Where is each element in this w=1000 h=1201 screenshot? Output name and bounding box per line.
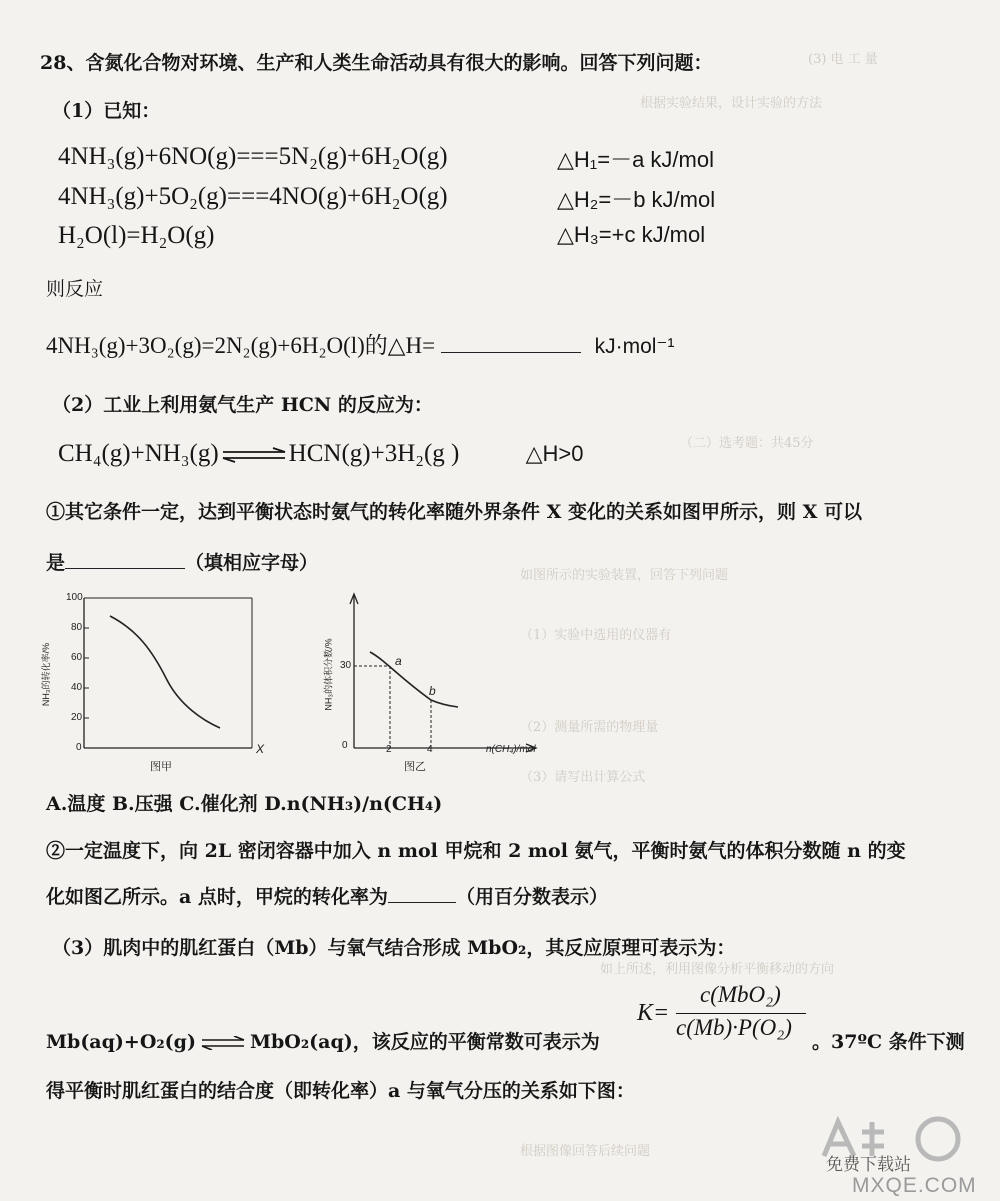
bleed-text: 如图所示的实验装置，回答下列问题 bbox=[520, 568, 729, 583]
target-equation bbox=[46, 327, 675, 360]
fig-jia-curve bbox=[110, 616, 220, 728]
q2-1-line1: ①其它条件一定，达到平衡状态时氨气的转化率随外界条件 X 变化的关系如图甲所示，则 X 可以 bbox=[46, 501, 862, 523]
enthalpy-1: △H₁=－a kJ/mol bbox=[557, 147, 714, 172]
part3-condition: 。37ºC 条件下测 bbox=[812, 1031, 965, 1053]
part3-line1: （3）肌肉中的肌红蛋白（Mb）与氧气结合形成 MbO₂，其反应原理可表示为： bbox=[52, 937, 736, 959]
answer-blank-x[interactable] bbox=[65, 548, 185, 569]
fig-yi-point-a: a bbox=[395, 654, 402, 668]
q2-2-text: 化如图乙所示。a 点时，甲烷的转化率为 bbox=[46, 886, 388, 908]
fig-jia-caption: 图甲 bbox=[150, 761, 172, 773]
hcn-eq-left: CH₄(g)+NH₃(g) bbox=[58, 440, 219, 467]
q2-2-hint: （用百分数表示） bbox=[455, 886, 608, 908]
bleed-text: 如上所述，利用图像分析平衡移动的方向 bbox=[600, 962, 835, 977]
fig-yi-curve bbox=[370, 652, 458, 707]
equation-3: H₂O(l)=H₂O(g) bbox=[58, 222, 215, 249]
equation-2: 4NH₃(g)+5O₂(g)===4NO(g)+6H₂O(g) bbox=[58, 183, 448, 210]
fig-jia-ytick-60: 60 bbox=[71, 652, 83, 663]
q2-2-line1: ②一定温度下，向 2L 密闭容器中加入 n mol 甲烷和 2 mol 氨气，平衡时氨气的体积分数随 n 的变 bbox=[46, 840, 906, 862]
fig-jia-ytick-20: 20 bbox=[71, 712, 83, 723]
equilibrium-arrow-icon bbox=[200, 1036, 246, 1050]
question-title: 28、含氮化合物对环境、生产和人类生命活动具有很大的影响。回答下列问题： bbox=[40, 52, 713, 74]
answer-blank-conversion[interactable] bbox=[388, 882, 456, 903]
hcn-equation bbox=[58, 440, 584, 468]
fig-jia-ylabel: NH₃的转化率/% bbox=[41, 642, 52, 707]
answer-blank-dh[interactable] bbox=[441, 332, 581, 353]
q2-1-line2 bbox=[46, 548, 318, 575]
q2-1-hint: （填相应字母） bbox=[185, 552, 319, 574]
bleed-text: 根据实验结果，设计实验的方法 bbox=[640, 96, 823, 111]
answer-options: A.温度 B.压强 C.催化剂 D.n(NH₃)/n(CH₄) bbox=[46, 793, 443, 815]
part1-label: （1）已知： bbox=[52, 100, 161, 122]
bleed-text: 根据图像回答后续问题 bbox=[520, 1144, 651, 1159]
equilibrium-arrow-icon bbox=[221, 447, 287, 463]
watermark-text: 免费下载站 bbox=[826, 1155, 911, 1174]
enthalpy-2: △H₂=－b kJ/mol bbox=[557, 187, 716, 212]
enthalpy-3: △H₃=+c kJ/mol bbox=[557, 222, 706, 247]
part3-line3: 得平衡时肌红蛋白的结合度（即转化率）a 与氧气分压的关系如下图： bbox=[46, 1080, 635, 1102]
k-label: K= bbox=[637, 1000, 670, 1026]
fig-yi-xtick-4: 4 bbox=[427, 744, 433, 755]
fig-yi-xtick-2: 2 bbox=[386, 744, 392, 755]
watermark-site: MXQE.COM bbox=[852, 1174, 977, 1197]
k-fraction-bar bbox=[676, 1013, 806, 1014]
part2-label: （2）工业上利用氨气生产 HCN 的反应为： bbox=[52, 394, 433, 416]
mb-eq-left: Mb(aq)+O₂(g) bbox=[46, 1031, 196, 1053]
fig-yi-xtick-0: 0 bbox=[342, 740, 348, 751]
hcn-eq-right: HCN(g)+3H₂(g ) bbox=[288, 440, 460, 467]
fig-jia-xlabel: X bbox=[256, 742, 265, 756]
equation-1: 4NH₃(g)+6NO(g)===5N₂(g)+6H₂O(g) bbox=[58, 143, 448, 170]
fig-jia-ytick-80: 80 bbox=[71, 622, 83, 633]
q2-2-line2 bbox=[46, 882, 608, 909]
k-numerator: c(MbO₂) bbox=[700, 982, 781, 1007]
fig-jia-ytick-40: 40 bbox=[71, 682, 83, 693]
bleed-text: （3）请写出计算公式 bbox=[520, 770, 646, 785]
target-equation-text: 4NH₃(g)+3O₂(g)=2N₂(g)+6H₂O(l)的△H= bbox=[46, 333, 436, 358]
fig-jia-ytick-100: 100 bbox=[66, 592, 83, 603]
q2-1-shi: 是 bbox=[46, 552, 66, 574]
then-reaction: 则反应 bbox=[46, 278, 104, 300]
fig-yi-ytick-30: 30 bbox=[340, 660, 352, 671]
part3-line2 bbox=[46, 1027, 600, 1054]
figure-jia bbox=[52, 590, 272, 770]
fig-yi-point-b: b bbox=[429, 684, 436, 698]
figure-yi bbox=[330, 590, 560, 770]
fig-yi-caption: 图乙 bbox=[404, 761, 426, 773]
fig-yi-xlabel: n(CH₄)/mol bbox=[486, 744, 536, 755]
bleed-text: （1）实验中选用的仪器有 bbox=[520, 628, 672, 643]
hcn-enthalpy: △H>0 bbox=[525, 441, 584, 466]
bleed-text: （二）选考题：共45分 bbox=[680, 436, 814, 451]
k-denominator: c(Mb)·P(O₂) bbox=[676, 1015, 792, 1040]
fig-yi-ylabel: NH₃的体积分数/% bbox=[323, 638, 334, 711]
fig-jia-ytick-0: 0 bbox=[76, 742, 82, 753]
bleed-text: （2）测量所需的物理量 bbox=[520, 720, 659, 735]
target-unit: kJ·mol⁻¹ bbox=[594, 335, 675, 358]
bleed-text: (3) 电 工 量 bbox=[808, 52, 878, 67]
mb-eq-right: MbO₂(aq)，该反应的平衡常数可表示为 bbox=[249, 1031, 600, 1053]
